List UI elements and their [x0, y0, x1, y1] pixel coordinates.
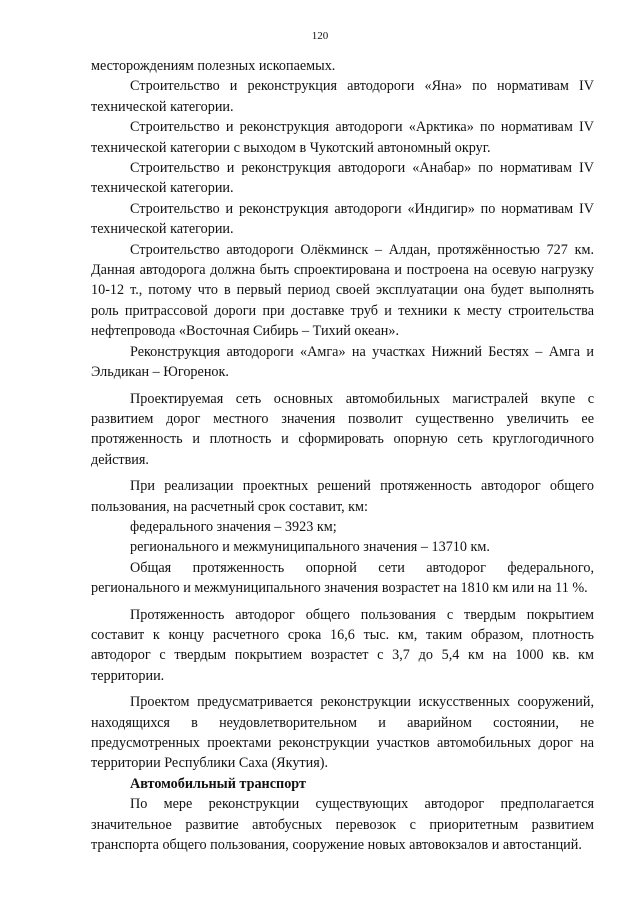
paragraph-bus-transport: По мере реконструкции существующих автодорог предполагается значительное развитие автобусных перевозок с приоритетным развитием транспорта общего пользования, сооружение новых автовокзалов и автостанций.: [91, 796, 594, 854]
paragraph-road-length-intro: При реализации проектных решений протяженность автодорог общего пользования, на расчетный срок составит, км:: [91, 478, 594, 515]
paragraph-arktika-road: Строительство и реконструкция автодороги «Арктика» по нормативам IV технической категории с выходом в Чукотский автономный округ.: [91, 119, 594, 156]
paragraph-hard-surface: Протяженность автодорог общего пользования с твердым покрытием составит к концу расчетного срока 16,6 тыс. км, таким образом, плотность автодорог с твердым покрытием возрастет с 3,7 до 5,4 км на 1000 кв. км территории.: [91, 606, 594, 684]
paragraph-indigir-road: Строительство и реконструкция автодороги «Индигир» по нормативам IV технической категории.: [91, 200, 594, 238]
paragraph-amga-road: Реконструкция автодороги «Амга» на участках Нижний Бестях – Амга и Эльдикан – Югоренок.: [91, 343, 594, 381]
paragraph-road-network: Проектируемая сеть основных автомобильных магистралей вкупе с развитием дорог местного значения позволит существенно увеличить ее протяженность и плотность и сформировать опорную сеть круглогодичного действия.: [91, 390, 594, 468]
paragraph-federal-length: федерального значения – 3923 км;: [130, 518, 337, 535]
paragraph-anabar-road: Строительство и реконструкция автодороги «Анабар» по нормативам IV технической категории.: [91, 160, 594, 197]
paragraph-continuation: месторождениям полезных ископаемых.: [91, 58, 336, 74]
page-number: 120: [311, 30, 329, 42]
paragraph-olekminsk-aldan-road: Строительство автодороги Олёкминск – Алдан, протяжённостью 727 км. Данная автодорога должна быть спроектирована и построена на осевую нагрузку 10-12 т., потому что в первый период своей эксплуатации она будет выполнять роль притрассовой дороги при доставке труб и техники к месту строительства нефтепровода «Восточная Сибирь – Тихий океан».: [91, 241, 594, 340]
section-heading-road-transport: Автомобильный транспорт: [130, 775, 306, 792]
document-body: [91, 56, 594, 855]
paragraph-regional-length: регионального и межмуниципального значения – 13710 км.: [130, 539, 490, 556]
paragraph-yana-road: Строительство и реконструкция автодороги «Яна» по нормативам IV технической категории.: [91, 78, 594, 115]
paragraph-structures-reconstruction: Проектом предусматривается реконструкции искусственных сооружений, находящихся в неудовлетворительном и аварийном состоянии, не предусмотренных проектами реконструкции участков автомобильных дорог на территории Республики Саха (Якутия).: [91, 694, 594, 772]
paragraph-total-growth: Общая протяженность опорной сети автодорог федерального, регионального и межмуниципального значения возрастет на 1810 км или на 11 %.: [91, 559, 594, 597]
